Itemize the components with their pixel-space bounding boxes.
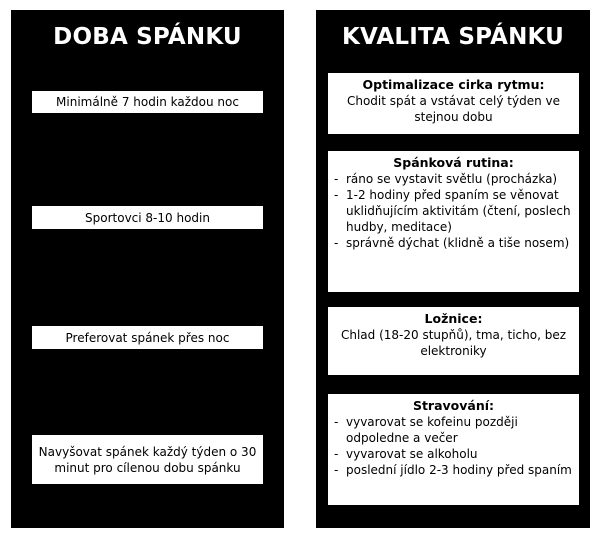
- duration-box-minimum: [31, 90, 264, 114]
- routine-box: [327, 150, 580, 293]
- routine-heading: Spánková rutina:: [393, 155, 514, 170]
- duration-box-minimum-text: Minimálně 7 hodin každou noc: [56, 95, 239, 109]
- diet-list: [334, 414, 573, 478]
- diet-box: [327, 393, 580, 506]
- list-item: - vyvarovat se alkoholu: [334, 446, 573, 462]
- duration-box-increase: [31, 434, 264, 485]
- duration-box-athletes: [31, 205, 264, 230]
- diet-heading: Stravování:: [412, 398, 495, 413]
- duration-box-athletes-text: Sportovci 8-10 hodin: [85, 210, 210, 225]
- circadian-text: Chodit spát a vstávat celý týden ve stejnou dobu: [346, 94, 561, 124]
- list-item: - vyvarovat se kofeinu později odpoledne a večer: [334, 414, 573, 446]
- list-item: - 1-2 hodiny před spaním se věnovat uklidňujícím aktivitám (čtení, poslech hudby, meditace): [334, 187, 573, 235]
- bedroom-heading: Ložnice:: [424, 311, 483, 326]
- sleep-duration-title: DOBA SPÁNKU: [53, 24, 242, 50]
- duration-box-night: [31, 325, 264, 350]
- duration-box-increase-text: Navyšovat spánek každý týden o 30 minut pro cílenou dobu spánku: [38, 444, 257, 475]
- sleep-duration-panel: [11, 10, 284, 528]
- routine-list: [334, 171, 573, 251]
- list-item: - ráno se vystavit světlu (procházka): [334, 171, 573, 187]
- circadian-box: [327, 72, 580, 135]
- sleep-quality-title: KVALITA SPÁNKU: [341, 24, 565, 50]
- bedroom-text: Chlad (18-20 stupňů), tma, ticho, bez elektroniky: [340, 328, 567, 358]
- list-item: - správně dýchat (klidně a tiše nosem): [334, 235, 573, 251]
- sleep-quality-panel: [316, 10, 590, 528]
- bedroom-box: [327, 306, 580, 376]
- list-item: - poslední jídlo 2-3 hodiny před spaním: [334, 462, 573, 478]
- circadian-heading: Optimalizace cirka rytmu:: [362, 77, 545, 92]
- duration-box-night-text: Preferovat spánek přes noc: [65, 330, 230, 345]
